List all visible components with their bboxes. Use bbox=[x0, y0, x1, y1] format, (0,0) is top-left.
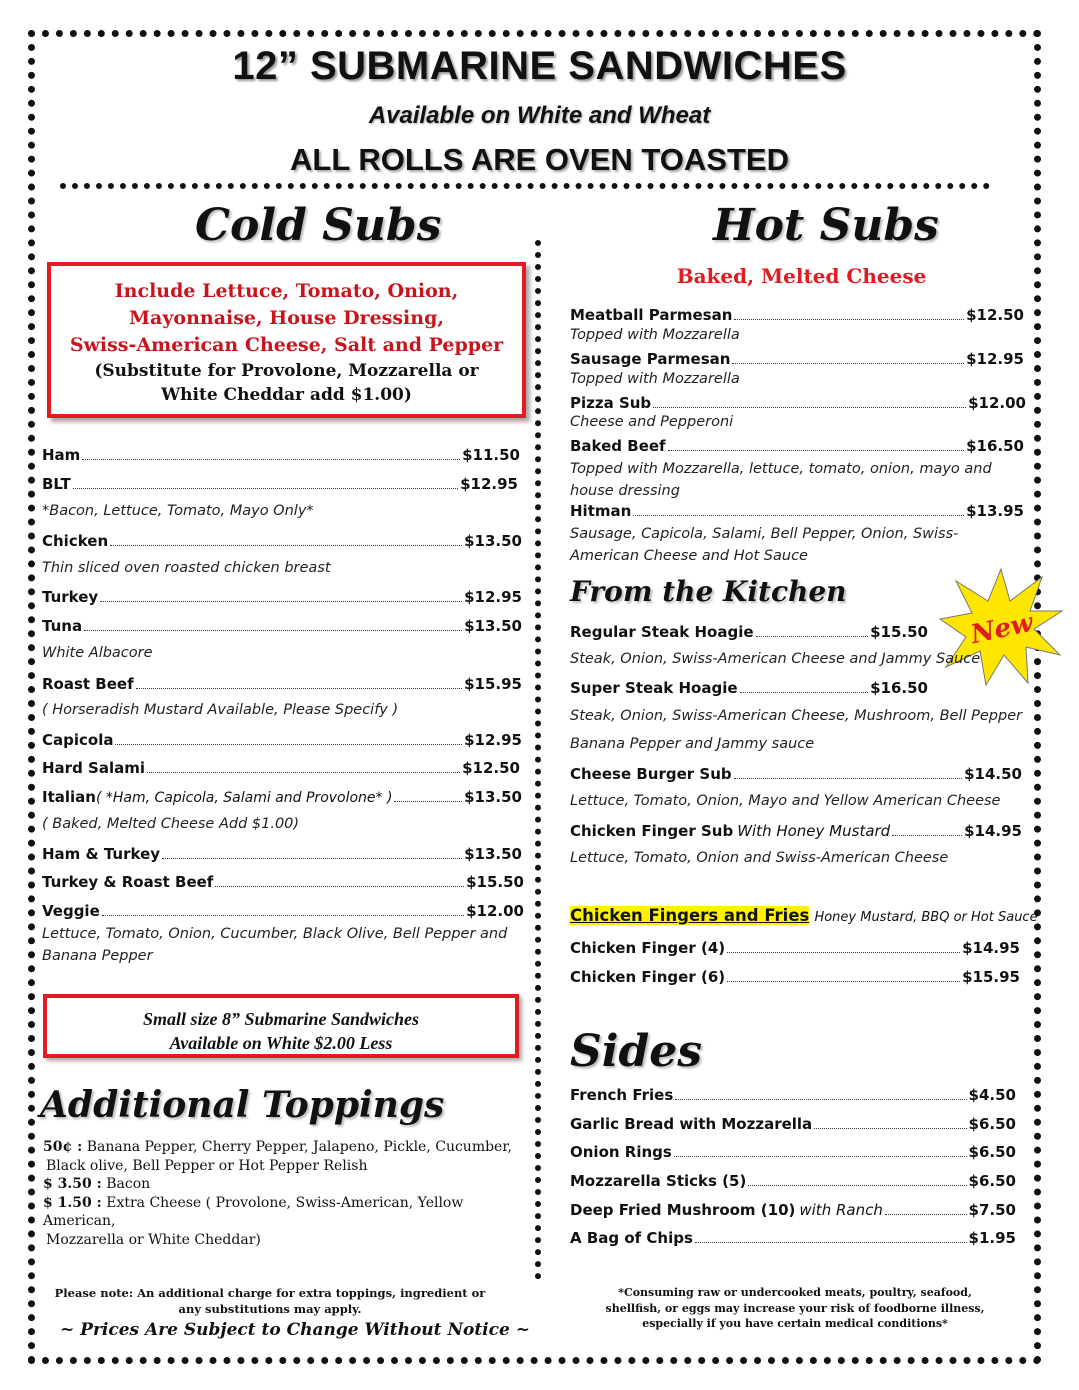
sides-heading: Sides bbox=[570, 1026, 703, 1077]
item-price: $12.50 bbox=[462, 759, 520, 777]
menu-item bbox=[570, 822, 1022, 840]
menu-item bbox=[570, 1172, 1016, 1190]
header-divider bbox=[60, 183, 990, 189]
item-name: Veggie bbox=[42, 902, 100, 920]
item-price: $15.95 bbox=[962, 968, 1020, 986]
item-price: $14.50 bbox=[964, 765, 1022, 783]
menu-item bbox=[42, 675, 522, 693]
item-price: $11.50 bbox=[462, 446, 520, 464]
item-desc: Steak, Onion, Swiss-American Cheese, Mushroom, Bell Pepper bbox=[570, 708, 1023, 724]
item-price: $16.50 bbox=[966, 437, 1024, 455]
item-desc: Steak, Onion, Swiss-American Cheese and Jammy Sauce bbox=[570, 651, 981, 667]
item-desc: ( Baked, Melted Cheese Add $1.00) bbox=[42, 816, 300, 832]
item-price: $13.50 bbox=[464, 617, 522, 635]
item-price: $7.50 bbox=[968, 1201, 1016, 1219]
item-desc: ( Horseradish Mustard Available, Please Specify ) bbox=[42, 702, 399, 718]
menu-item bbox=[570, 437, 1024, 455]
menu-item bbox=[42, 759, 520, 777]
new-badge-text: New bbox=[968, 607, 1036, 651]
item-name: Super Steak Hoagie bbox=[570, 679, 738, 697]
menu-item bbox=[570, 1143, 1016, 1161]
item-name: A Bag of Chips bbox=[570, 1229, 693, 1247]
topping-text-cont: Mozzarella or White Cheddar) bbox=[46, 1231, 261, 1248]
toppings-heading: Additional Toppings bbox=[40, 1084, 445, 1126]
item-name: Mozzarella Sticks (5) bbox=[570, 1172, 747, 1190]
item-name: Turkey & Roast Beef bbox=[42, 873, 214, 891]
item-name: BLT bbox=[42, 475, 71, 493]
chicken-fingers-heading: Chicken Fingers and Fries bbox=[570, 906, 810, 925]
item-name: Onion Rings bbox=[570, 1143, 672, 1161]
topping-price: 50¢ : bbox=[43, 1139, 83, 1155]
small-size-line-1: Small size 8” Submarine Sandwiches bbox=[142, 1009, 420, 1029]
topping-price: $ 1.50 : bbox=[43, 1194, 102, 1211]
item-name: Ham & Turkey bbox=[42, 845, 161, 863]
column-divider bbox=[535, 240, 541, 1280]
menu-item bbox=[42, 845, 522, 863]
menu-item bbox=[570, 394, 1026, 412]
box-line-2: Mayonnaise, House Dressing, bbox=[129, 307, 444, 329]
chicken-fingers-note: Honey Mustard, BBQ or Hot Sauce bbox=[814, 910, 1038, 925]
item-price: $12.95 bbox=[966, 350, 1024, 368]
item-name: Tuna bbox=[42, 617, 83, 635]
item-desc: Topped with Mozzarella bbox=[570, 327, 740, 343]
toppings-list bbox=[43, 1138, 523, 1249]
item-price: $13.50 bbox=[464, 845, 522, 863]
item-price: $6.50 bbox=[968, 1143, 1016, 1161]
food-safety-note bbox=[580, 1285, 1010, 1332]
item-name: Hard Salami bbox=[42, 759, 145, 777]
item-note: With Honey Mustard bbox=[737, 822, 891, 840]
item-price: $13.50 bbox=[464, 532, 522, 550]
page-subtitle: Available on White and Wheat bbox=[368, 102, 711, 129]
item-desc: Topped with Mozzarella bbox=[570, 371, 740, 387]
item-name: Hitman bbox=[570, 502, 632, 520]
menu-item bbox=[42, 617, 522, 635]
item-desc: Lettuce, Tomato, Onion, Mayo and Yellow American Cheese bbox=[570, 793, 1001, 809]
topping-text: Bacon bbox=[106, 1176, 151, 1192]
note-line: *Consuming raw or undercooked meats, poultry, seafood, bbox=[618, 1286, 972, 1299]
item-price: $12.95 bbox=[464, 588, 522, 606]
item-name: Meatball Parmesan bbox=[570, 306, 733, 324]
item-desc: *Bacon, Lettuce, Tomato, Mayo Only* bbox=[42, 503, 314, 519]
item-name: Chicken Finger Sub bbox=[570, 822, 734, 840]
chicken-fingers-header bbox=[570, 906, 1038, 925]
item-name: Chicken Finger (6) bbox=[570, 968, 726, 986]
note-line: especially if you have certain medical conditions* bbox=[642, 1317, 948, 1330]
item-name: Capicola bbox=[42, 731, 114, 749]
small-size-box bbox=[43, 994, 519, 1058]
item-price: $1.95 bbox=[968, 1229, 1016, 1247]
item-price: $6.50 bbox=[968, 1115, 1016, 1133]
item-price: $12.00 bbox=[466, 902, 524, 920]
item-name: Turkey bbox=[42, 588, 99, 606]
topping-text: Banana Pepper, Cherry Pepper, Jalapeno, Pickle, Cucumber, bbox=[86, 1139, 512, 1155]
menu-item bbox=[42, 788, 522, 806]
menu-item bbox=[570, 968, 1020, 986]
menu-item bbox=[570, 1086, 1016, 1104]
menu-item bbox=[42, 873, 524, 891]
item-price: $13.95 bbox=[966, 502, 1024, 520]
item-desc: Banana Pepper and Jammy sauce bbox=[570, 736, 815, 752]
menu-item bbox=[570, 1201, 1016, 1219]
menu-item bbox=[42, 902, 524, 920]
cold-subs-info-box bbox=[47, 262, 526, 418]
topping-text-cont: Black olive, Bell Pepper or Hot Pepper Relish bbox=[46, 1157, 368, 1174]
topping-text: Extra Cheese ( Provolone, Swiss-American, Yellow American, bbox=[43, 1194, 464, 1229]
item-name: Roast Beef bbox=[42, 675, 134, 693]
menu-item bbox=[570, 502, 1024, 520]
item-price: $4.50 bbox=[968, 1086, 1016, 1104]
hot-subs-subheading: Baked, Melted Cheese bbox=[676, 264, 927, 288]
item-price: $13.50 bbox=[464, 788, 522, 806]
item-name: Pizza Sub bbox=[570, 394, 652, 412]
menu-item bbox=[570, 623, 928, 641]
prices-subject-note: ~ Prices Are Subject to Change Without Notice ~ bbox=[60, 1320, 530, 1340]
item-name: Garlic Bread with Mozzarella bbox=[570, 1115, 813, 1133]
note-line: Please note: An additional charge for extra toppings, ingredient or bbox=[54, 1286, 486, 1300]
item-price: $15.95 bbox=[464, 675, 522, 693]
small-size-line-2: Available on White $2.00 Less bbox=[169, 1033, 393, 1053]
item-note: ( *Ham, Capicola, Salami and Provolone* ) bbox=[95, 790, 393, 806]
item-name: Sausage Parmesan bbox=[570, 350, 731, 368]
item-price: $14.95 bbox=[964, 822, 1022, 840]
box-line-3: Swiss-American Cheese, Salt and Pepper bbox=[69, 334, 504, 356]
menu-item bbox=[570, 306, 1024, 324]
cold-subs-heading: Cold Subs bbox=[195, 200, 442, 251]
note-line: any substitutions may apply. bbox=[178, 1302, 362, 1316]
item-name: Regular Steak Hoagie bbox=[570, 623, 754, 641]
item-name: Chicken Finger (4) bbox=[570, 939, 726, 957]
menu-item bbox=[570, 1115, 1016, 1133]
item-name: Baked Beef bbox=[570, 437, 666, 455]
item-price: $6.50 bbox=[968, 1172, 1016, 1190]
box-line-1: Include Lettuce, Tomato, Onion, bbox=[114, 280, 459, 302]
item-desc: Lettuce, Tomato, Onion, Cucumber, Black Olive, Bell Pepper and Banana Pepper bbox=[42, 926, 508, 964]
item-desc: Lettuce, Tomato, Onion and Swiss-American Cheese bbox=[570, 850, 949, 866]
item-price: $14.95 bbox=[962, 939, 1020, 957]
item-name: Italian bbox=[42, 788, 96, 806]
menu-item bbox=[570, 350, 1024, 368]
menu-item bbox=[570, 939, 1020, 957]
kitchen-heading: From the Kitchen bbox=[570, 575, 847, 608]
menu-item bbox=[570, 1229, 1016, 1247]
item-name: Deep Fried Mushroom (10) bbox=[570, 1201, 796, 1219]
box-line-5: White Cheddar add $1.00) bbox=[161, 385, 412, 405]
box-line-4: (Substitute for Provolone, Mozzarella or bbox=[94, 361, 479, 381]
menu-item bbox=[570, 765, 1022, 783]
menu-item bbox=[42, 731, 522, 749]
item-price: $15.50 bbox=[870, 623, 928, 641]
item-note: with Ranch bbox=[799, 1201, 883, 1219]
item-name: French Fries bbox=[570, 1086, 674, 1104]
item-price: $12.95 bbox=[460, 475, 518, 493]
item-desc: Topped with Mozzarella, lettuce, tomato, onion, mayo and house dressing bbox=[570, 461, 992, 499]
item-price: $12.50 bbox=[966, 306, 1024, 324]
item-name: Ham bbox=[42, 446, 81, 464]
topping-price: $ 3.50 : bbox=[43, 1176, 102, 1192]
item-desc: Cheese and Pepperoni bbox=[570, 414, 734, 430]
menu-item bbox=[42, 446, 520, 464]
item-price: $12.95 bbox=[464, 731, 522, 749]
item-name: Chicken bbox=[42, 532, 109, 550]
item-desc: Sausage, Capicola, Salami, Bell Pepper, Onion, Swiss-American Cheese and Hot Sauce bbox=[570, 526, 959, 564]
menu-item bbox=[42, 532, 522, 550]
note-line: shellfish, or eggs may increase your risk of foodborne illness, bbox=[605, 1301, 985, 1315]
item-desc: Thin sliced oven roasted chicken breast bbox=[42, 560, 331, 576]
menu-item bbox=[42, 475, 518, 493]
extra-charge-note bbox=[40, 1285, 500, 1317]
menu-item bbox=[570, 679, 928, 697]
hot-subs-heading: Hot Subs bbox=[713, 200, 939, 251]
menu-item bbox=[42, 588, 522, 606]
new-starburst-icon bbox=[938, 567, 1064, 687]
item-price: $12.00 bbox=[968, 394, 1026, 412]
page-title: 12” SUBMARINE SANDWICHES bbox=[232, 44, 847, 88]
page-subtitle-2: ALL ROLLS ARE OVEN TOASTED bbox=[290, 142, 789, 177]
item-name: Cheese Burger Sub bbox=[570, 765, 732, 783]
item-price: $15.50 bbox=[466, 873, 524, 891]
item-desc: White Albacore bbox=[42, 645, 153, 661]
item-price: $16.50 bbox=[870, 679, 928, 697]
